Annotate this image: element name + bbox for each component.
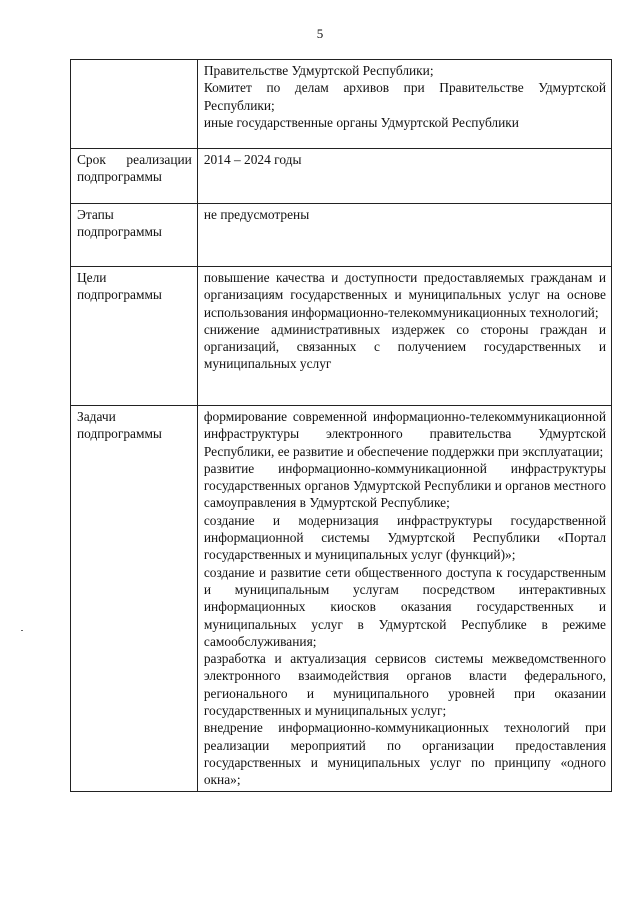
value-paragraph: 2014 – 2024 годы [203, 152, 302, 167]
page-number: 5 [316, 26, 324, 41]
value-paragraph: Комитет по делам архивов при Правительстве Удмуртской Республики; [203, 80, 606, 113]
row-label-line: Срок реализации [77, 152, 192, 167]
label-cell-empty [71, 60, 198, 149]
label-cell [71, 204, 198, 267]
scan-speck [21, 630, 23, 631]
row-label-line: подпрограммы [77, 287, 162, 303]
label-cell [71, 267, 198, 406]
value-cell [197, 149, 611, 204]
row-label-line: Цели [77, 270, 107, 285]
table-row [71, 204, 612, 267]
value-paragraph: иные государственные органы Удмуртской Республики [203, 114, 519, 130]
value-cell [197, 406, 611, 792]
row-label-line: подпрограммы [77, 169, 162, 185]
value-paragraph: не предусмотрены [203, 207, 310, 222]
label-cell [71, 149, 198, 204]
value-paragraph: Правительстве Удмуртской Республики; [203, 63, 434, 78]
value-cell [197, 60, 611, 149]
row-label-line: Этапы [77, 207, 114, 222]
value-paragraph: повышение качества и доступности предоставляемых гражданам и организациям государственных и муниципальных услуг на основе использования информационно-телекоммуникационных технологий; [203, 270, 606, 320]
value-paragraph: снижение административных издержек со стороны граждан и организаций, связанных с получением государственных и муниципальных услуг [203, 321, 606, 372]
value-paragraph: разработка и актуализация сервисов системы межведомственного электронного взаимодействия органов власти федерального, регионального и муниципального уровней при оказании государственных и муниципальных услуг; [203, 651, 606, 719]
value-cell [197, 204, 611, 267]
value-paragraph: формирование современной информационно-телекоммуникационной инфраструктуры электронного правительства Удмуртской Республики, ее развитие и обеспечение поддержки при эксплуатации; [203, 409, 606, 459]
value-paragraph: создание и развитие сети общественного доступа к государственным и муниципальным услугам посредством интерактивных информационных киосков оказания государственных и муниципальных услуг в Удмуртской Республике в режиме самообслуживания; [203, 564, 606, 649]
value-paragraph: развитие информационно-коммуникационной инфраструктуры государственных органов Удмуртской Республики и органов местного самоуправления в Удмуртской Республике; [203, 460, 606, 511]
value-cell [197, 267, 611, 406]
row-label-line: подпрограммы [77, 426, 162, 442]
row-label-line: Задачи [77, 409, 116, 424]
table-row [71, 60, 612, 149]
value-paragraph: внедрение информационно-коммуникационных технологий при реализации мероприятий по организации предоставления государственных и муниципальных услуг по принципу «одного окна»; [203, 720, 606, 788]
subprogram-passport-table [70, 59, 612, 792]
table-row [71, 406, 612, 792]
table-row [71, 149, 612, 204]
row-label-line: подпрограммы [77, 224, 162, 240]
label-cell [71, 406, 198, 792]
table-row [71, 267, 612, 406]
value-paragraph: создание и модернизация инфраструктуры государственной информационной системы Удмуртской Республики «Портал государственных и муниципальных услуг (функций)»; [203, 512, 606, 563]
